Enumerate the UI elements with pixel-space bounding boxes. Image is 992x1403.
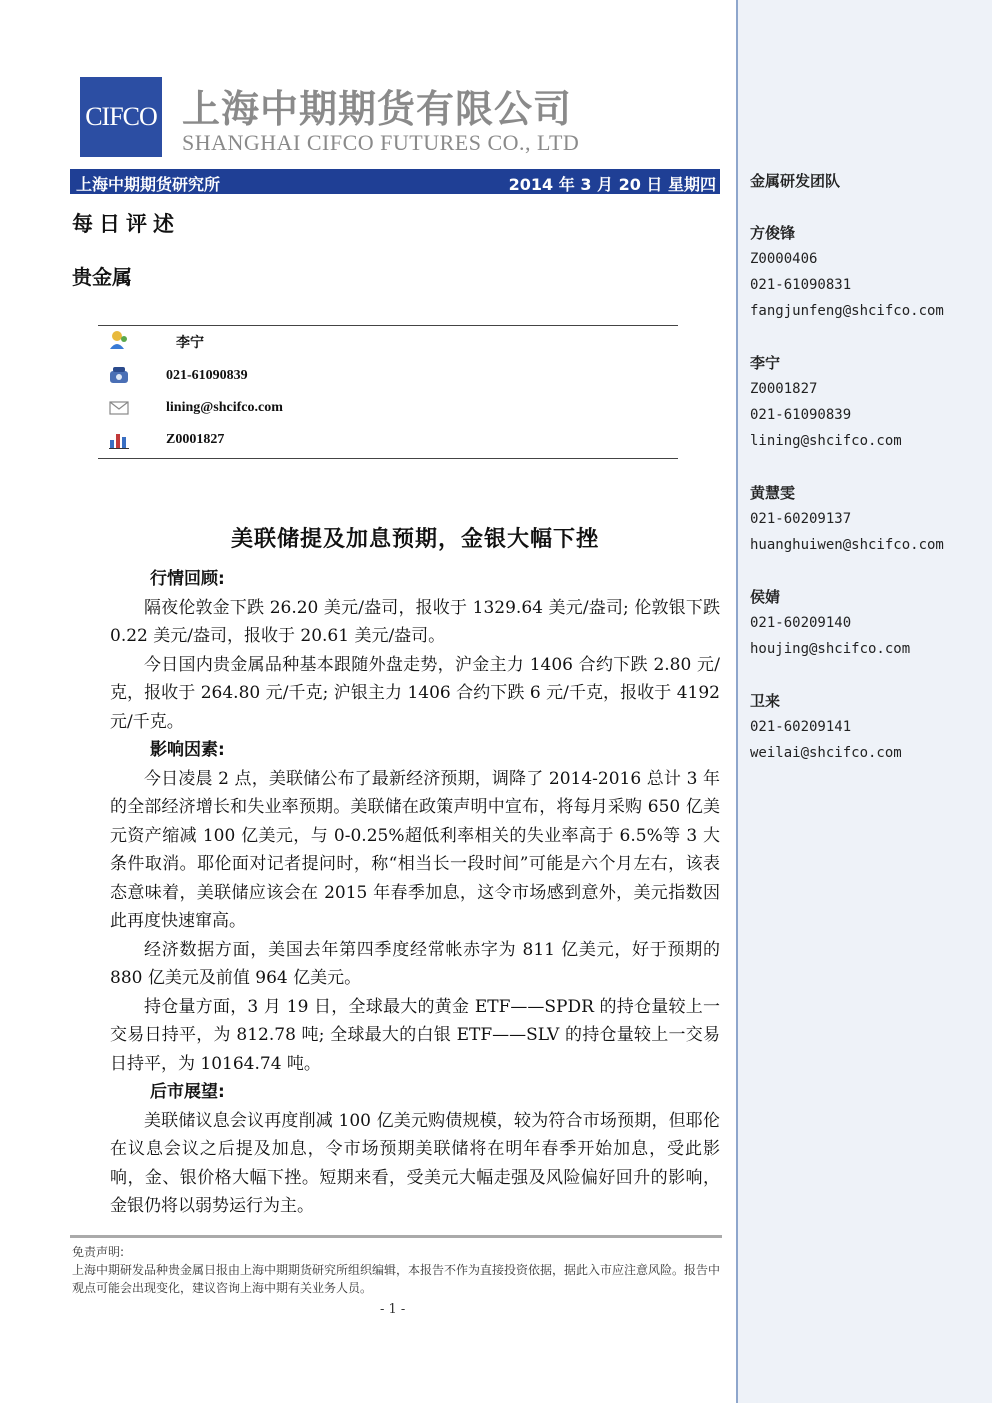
user-icon <box>108 330 130 350</box>
contact-card <box>750 584 910 662</box>
contact-name: 卫来 <box>750 692 781 710</box>
contact-email[interactable]: weilai@shcifco.com <box>750 745 902 761</box>
disclaimer-text: 上海中期研发品种贵金属日报由上海中期期货研究所组织编辑，本报告不作为直接投资依据，据此入市应注意风险。报告中观点可能会出现变化，建议咨询上海中期有关业务人员。 <box>72 1263 721 1295</box>
contact-name: 李宁 <box>750 354 781 372</box>
heading-outlook: 后市展望: <box>150 1082 225 1102</box>
author-phone: 021-61090839 <box>166 368 248 383</box>
contact-phone: 021-60209137 <box>750 511 852 527</box>
author-box-top-rule <box>98 325 678 326</box>
contact-name: 黄慧雯 <box>750 484 796 502</box>
envelope-icon <box>108 398 130 418</box>
contact-phone: 021-61090839 <box>750 407 852 423</box>
contact-name: 方俊锋 <box>750 224 796 242</box>
team-sidebar <box>736 0 992 1403</box>
contact-id: Z0001827 <box>750 381 818 397</box>
contact-email[interactable]: houjing@shcifco.com <box>750 641 911 657</box>
footer-rule <box>70 1235 722 1238</box>
paragraph-outlook: 美联储议息会议再度削减 100 亿美元购债规模，较为符合市场预期，但耶伦在议息会议之后提及加息，令市场预期美联储将在明年春季开始加息，受此影响，金、银价格大幅下挫。短期来看，受美元大幅走强及风险偏好回升的影响，金银仍将以弱势运行为主。 <box>110 1110 720 1216</box>
report-date: 2014 年 3 月 20 日 星期四 <box>508 175 716 194</box>
heading-market-review: 行情回顾: <box>150 569 225 589</box>
subsection-title: 贵金属 <box>72 265 132 289</box>
paragraph-economic-data: 经济数据方面，美国去年第四季度经常帐赤字为 811 亿美元，好于预期的 880 亿美元及前值 964 亿美元。 <box>110 939 720 988</box>
article-title: 美联储提及加息预期，金银大幅下挫 <box>230 527 599 552</box>
contact-phone: 021-60209141 <box>750 719 852 735</box>
paragraph-fed-outlook: 今日凌晨 2 点，美联储公布了最新经济预期，调降了 2014-2016 总计 3 年的全部经济增长和失业率预期。美联储在政策声明中宣布，将每月采购 650 亿美元资产缩减 100 亿美元，与 0-0.25%超低利率相关的失业率高于 6.5%等 3 大条件取消。耶伦面对记者提问时，称“相当长一段时间”可能是六个月左右，该表态意味着，美联储应该会在 2015 年春季加息，这令市场感到意外，美元指数因此再度快速窜高。 <box>110 768 720 931</box>
contact-email[interactable]: huanghuiwen@shcifco.com <box>750 537 944 553</box>
institute-name: 上海中期期货研究所 <box>76 175 221 194</box>
author-box-bottom-rule <box>98 458 678 459</box>
telephone-icon <box>108 366 130 386</box>
section-title: 每日评述 <box>72 212 180 236</box>
paragraph-overnight-market: 隔夜伦敦金下跌 26.20 美元/盎司，报收于 1329.64 美元/盎司; 伦敦银下跌 0.22 美元/盎司，报收于 20.61 美元/盎司。 <box>110 597 720 646</box>
contact-phone: 021-60209140 <box>750 615 852 631</box>
author-license: Z0001827 <box>166 432 225 447</box>
team-title: 金属研发团队 <box>750 172 841 190</box>
company-name-cn: 上海中期期货有限公司 <box>182 87 573 131</box>
author-email[interactable]: lining@shcifco.com <box>166 400 283 415</box>
contact-email[interactable]: lining@shcifco.com <box>750 433 902 449</box>
logo-mark: CIFCO <box>85 102 157 131</box>
chart-icon <box>108 430 130 450</box>
heading-factors: 影响因素: <box>150 740 225 760</box>
page-number: - 1 - <box>380 1302 406 1317</box>
contact-phone: 021-61090831 <box>750 277 852 293</box>
company-name-en: SHANGHAI CIFCO FUTURES CO., LTD <box>182 130 580 155</box>
contact-id: Z0000406 <box>750 251 818 267</box>
paragraph-domestic-market: 今日国内贵金属品种基本跟随外盘走势，沪金主力 1406 合约下跌 2.80 元/克，报收于 264.80 元/千克; 沪银主力 1406 合约下跌 6 元/千克，报收于 4192 元/千克。 <box>110 654 720 732</box>
author-name: 李宁 <box>176 336 204 351</box>
company-logo <box>80 77 162 157</box>
contact-card <box>750 480 944 558</box>
article-body <box>110 565 720 1221</box>
contact-card <box>750 350 902 454</box>
disclaimer-title: 免责声明: <box>72 1245 125 1259</box>
contact-card <box>750 688 902 766</box>
contact-card <box>750 220 944 324</box>
contact-email[interactable]: fangjunfeng@shcifco.com <box>750 303 944 319</box>
paragraph-etf-holdings: 持仓量方面，3 月 19 日，全球最大的黄金 ETF——SPDR 的持仓量较上一交易日持平，为 812.78 吨; 全球最大的白银 ETF——SLV 的持仓量较上一交易日持平，为 10164.74 吨。 <box>110 996 720 1074</box>
contact-name: 侯婧 <box>750 588 781 606</box>
header-bar <box>70 169 720 194</box>
